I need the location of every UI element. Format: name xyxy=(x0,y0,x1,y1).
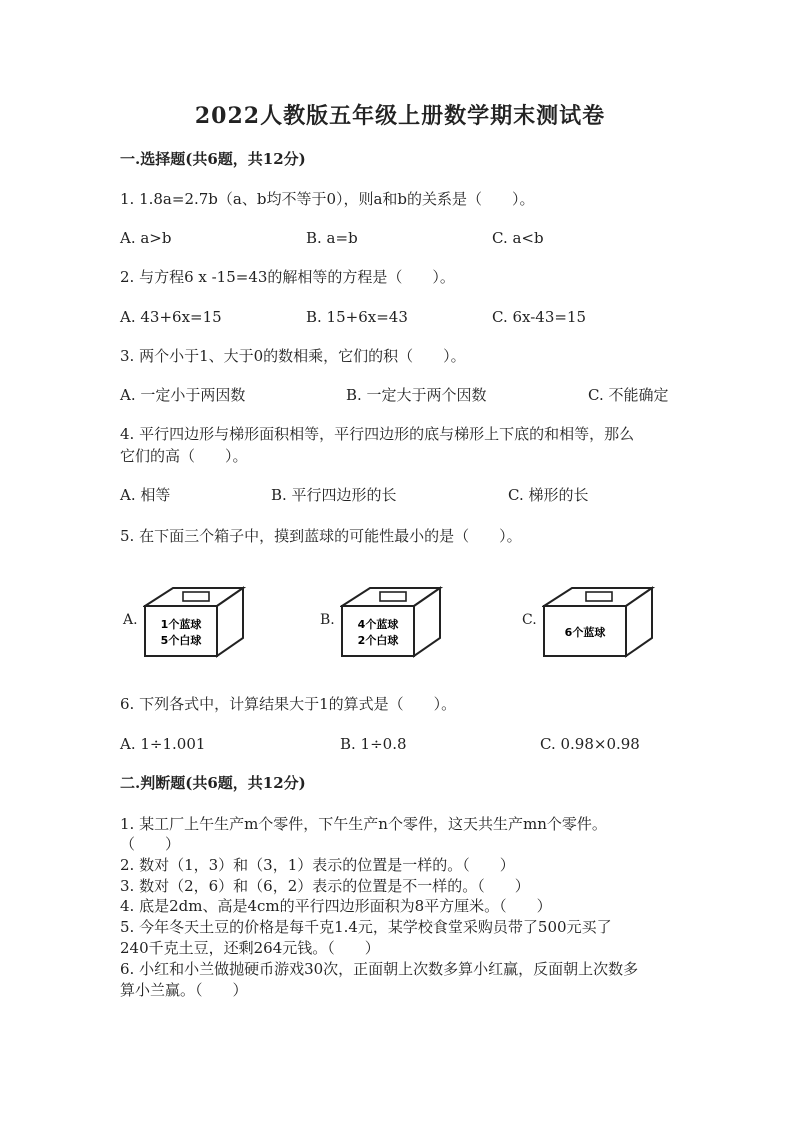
judge-2: 2. 数对（1，3）和（3，1）表示的位置是一样的。（ ） xyxy=(120,856,515,874)
q4-option-b: B. 平行四边形的长 xyxy=(271,486,397,504)
question-6-stem: 6. 下列各式中，计算结果大于1的算式是（ ）。 xyxy=(120,695,457,713)
q1-option-a: A. a>b xyxy=(120,229,172,247)
box-b-drawing xyxy=(340,586,470,662)
question-1-stem: 1. 1.8a=2.7b（a、b均不等于0），则a和b的关系是（ ）。 xyxy=(120,190,535,208)
q3-option-a: A. 一定小于两因数 xyxy=(120,386,246,404)
box-b-line2: 2个白球 xyxy=(357,634,399,647)
section2-heading: 二.判断题(共6题，共12分) xyxy=(120,774,306,792)
box-a-line1: 1个蓝球 xyxy=(160,618,202,631)
box-c xyxy=(542,586,672,662)
judge-6-line1: 6. 小红和小兰做抛硬币游戏30次，正面朝上次数多算小红赢，反面朝上次数多 xyxy=(120,960,639,978)
box-a-label: A. xyxy=(123,612,138,628)
q2-option-a: A. 43+6x=15 xyxy=(120,308,222,326)
box-c-label: C. xyxy=(522,612,537,628)
q6-option-c: C. 0.98×0.98 xyxy=(540,735,640,753)
q6-option-b: B. 1÷0.8 xyxy=(340,735,407,753)
box-b-line1: 4个蓝球 xyxy=(357,618,399,631)
box-a-drawing xyxy=(143,586,273,662)
judge-6-line2: 算小兰赢。（ ） xyxy=(120,981,248,999)
question-5-stem: 5. 在下面三个箱子中，摸到蓝球的可能性最小的是（ ）。 xyxy=(120,527,522,545)
judge-1-line2: （ ） xyxy=(120,835,181,853)
q2-option-b: B. 15+6x=43 xyxy=(306,308,408,326)
section1-heading: 一.选择题(共6题，共12分) xyxy=(120,150,306,168)
q1-option-c: C. a<b xyxy=(492,229,544,247)
box-a-line2: 5个白球 xyxy=(160,634,202,647)
page-title: 2022人教版五年级上册数学期末测试卷 xyxy=(194,103,606,129)
q4-option-c: C. 梯形的长 xyxy=(508,486,589,504)
question-4-stem-line1: 4. 平行四边形与梯形面积相等，平行四边形的底与梯形上下底的和相等，那么 xyxy=(120,425,635,443)
box-b xyxy=(340,586,470,662)
question-3-stem: 3. 两个小于1、大于0的数相乘，它们的积（ ）。 xyxy=(120,347,466,365)
q2-option-c: C. 6x-43=15 xyxy=(492,308,587,326)
question-2-stem: 2. 与方程6 x -15=43的解相等的方程是（ ）。 xyxy=(120,268,455,286)
box-c-line1: 6个蓝球 xyxy=(564,626,606,639)
judge-5-line1: 5. 今年冬天土豆的价格是每千克1.4元，某学校食堂采购员带了500元买了 xyxy=(120,918,612,936)
box-a xyxy=(143,586,273,662)
judge-1-line1: 1. 某工厂上午生产m个零件，下午生产n个零件，这天共生产mn个零件。 xyxy=(120,815,607,833)
q3-option-b: B. 一定大于两个因数 xyxy=(346,386,487,404)
q3-option-c: C. 不能确定 xyxy=(588,386,669,404)
box-b-label: B. xyxy=(320,612,335,628)
q4-option-a: A. 相等 xyxy=(120,486,171,504)
box-c-drawing xyxy=(542,586,672,662)
q1-option-b: B. a=b xyxy=(306,229,358,247)
judge-3: 3. 数对（2，6）和（6，2）表示的位置是不一样的。（ ） xyxy=(120,877,530,895)
judge-5-line2: 240千克土豆，还剩264元钱。（ ） xyxy=(120,939,380,957)
q6-option-a: A. 1÷1.001 xyxy=(120,735,206,753)
question-4-stem-line2: 它们的高（ ）。 xyxy=(120,447,248,465)
judge-4: 4. 底是2dm、高是4cm的平行四边形面积为8平方厘米。（ ） xyxy=(120,897,552,915)
